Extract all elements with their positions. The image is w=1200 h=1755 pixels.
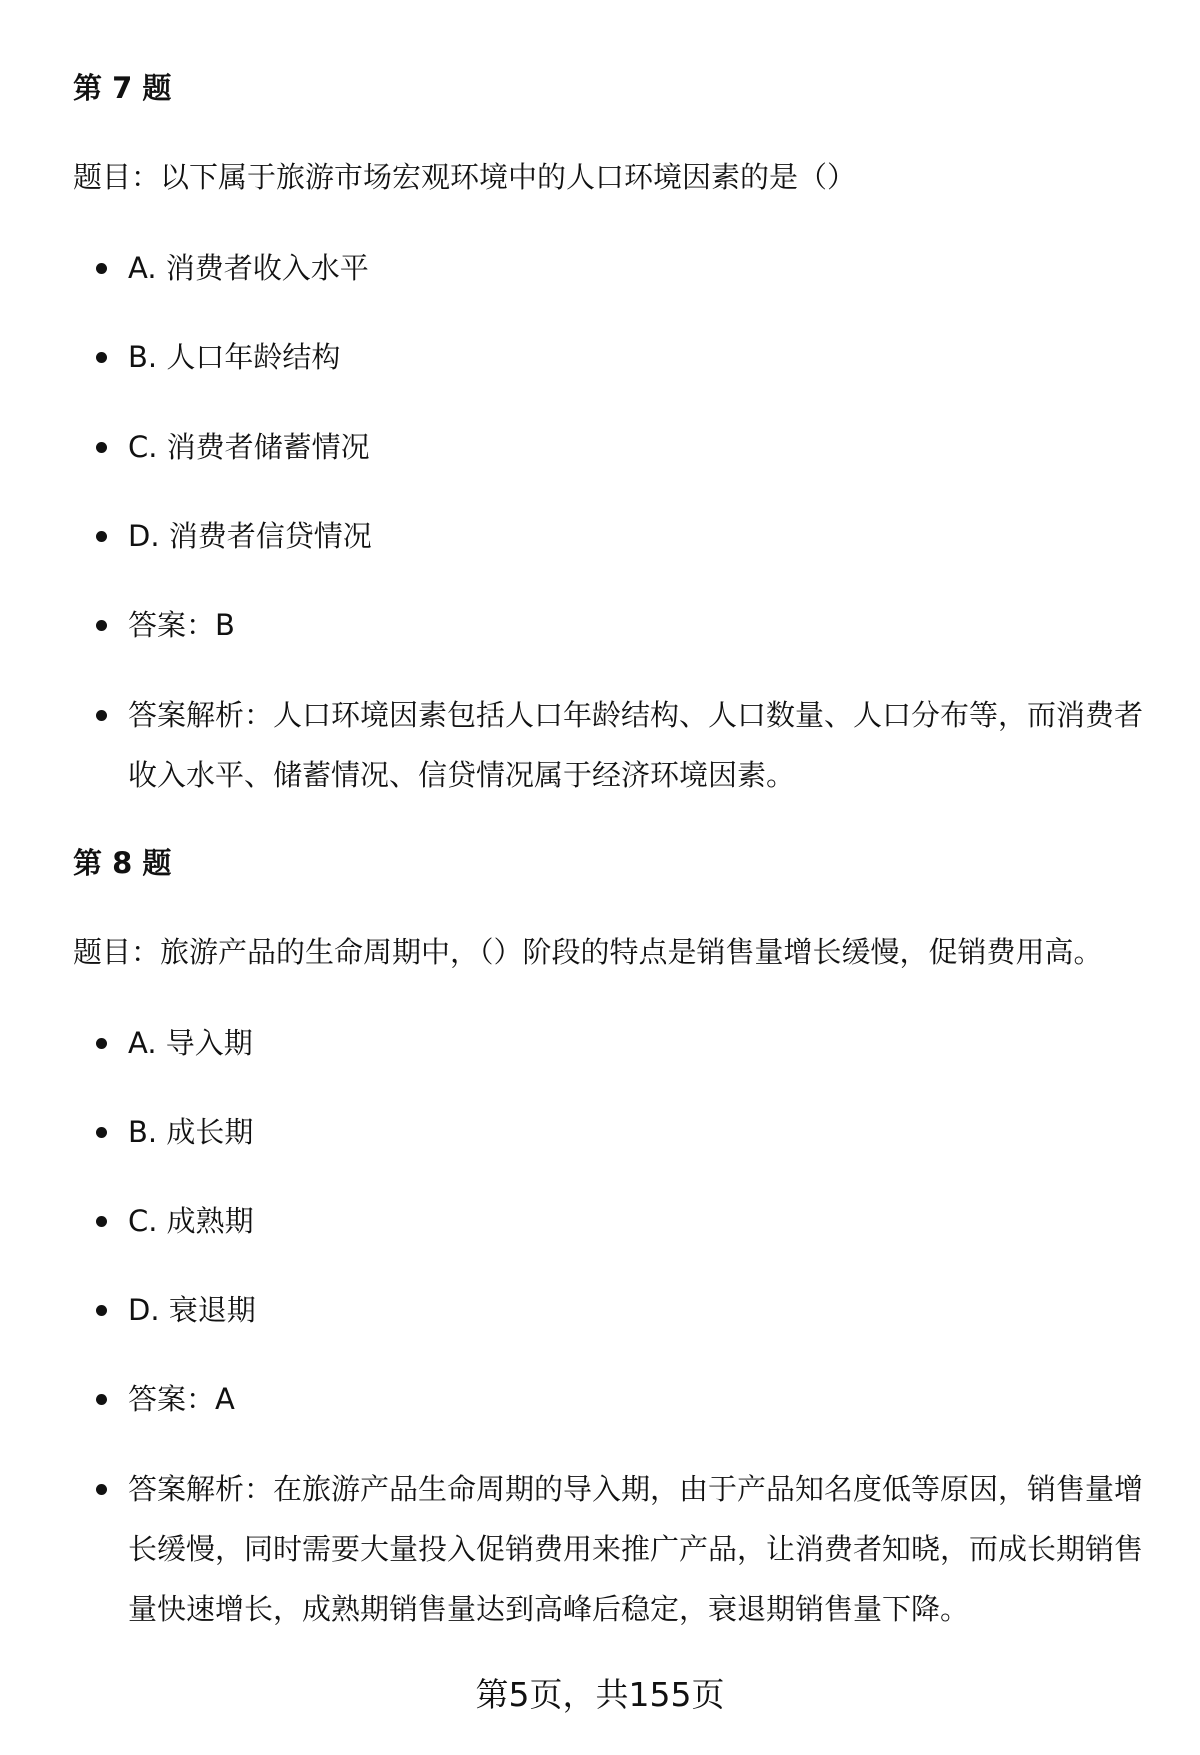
option-item: D. 消费者信贷情况 bbox=[128, 506, 1148, 566]
question-stem: 题目：以下属于旅游市场宏观环境中的人口环境因素的是（） bbox=[73, 160, 857, 194]
analysis-item: 答案解析：在旅游产品生命周期的导入期，由于产品知名度低等原因，销售量增长缓慢，同时需要大量投入促销费用来推广产品，让消费者知晓，而成长期销售量快速增长，成熟期销售量达到高峰后稳定，衰退期销售量下降。 bbox=[128, 1459, 1148, 1639]
option-item: B. 成长期 bbox=[128, 1102, 1148, 1162]
option-item: C. 消费者储蓄情况 bbox=[128, 417, 1148, 477]
option-item: C. 成熟期 bbox=[128, 1191, 1148, 1251]
question-heading: 第 8 题 bbox=[73, 846, 172, 880]
question-heading: 第 7 题 bbox=[73, 71, 172, 105]
page-number: 第5页，共155页 bbox=[475, 1675, 725, 1714]
option-item: A. 导入期 bbox=[128, 1013, 1148, 1073]
answer-item: 答案：B bbox=[128, 595, 1148, 655]
question-stem: 题目：旅游产品的生命周期中，（）阶段的特点是销售量增长缓慢，促销费用高。 bbox=[73, 935, 1103, 969]
analysis-item: 答案解析：人口环境因素包括人口年龄结构、人口数量、人口分布等，而消费者收入水平、储蓄情况、信贷情况属于经济环境因素。 bbox=[128, 685, 1148, 805]
option-item: D. 衰退期 bbox=[128, 1280, 1148, 1340]
answer-item: 答案：A bbox=[128, 1369, 1148, 1429]
option-item: B. 人口年龄结构 bbox=[128, 327, 1148, 387]
option-item: A. 消费者收入水平 bbox=[128, 238, 1148, 298]
